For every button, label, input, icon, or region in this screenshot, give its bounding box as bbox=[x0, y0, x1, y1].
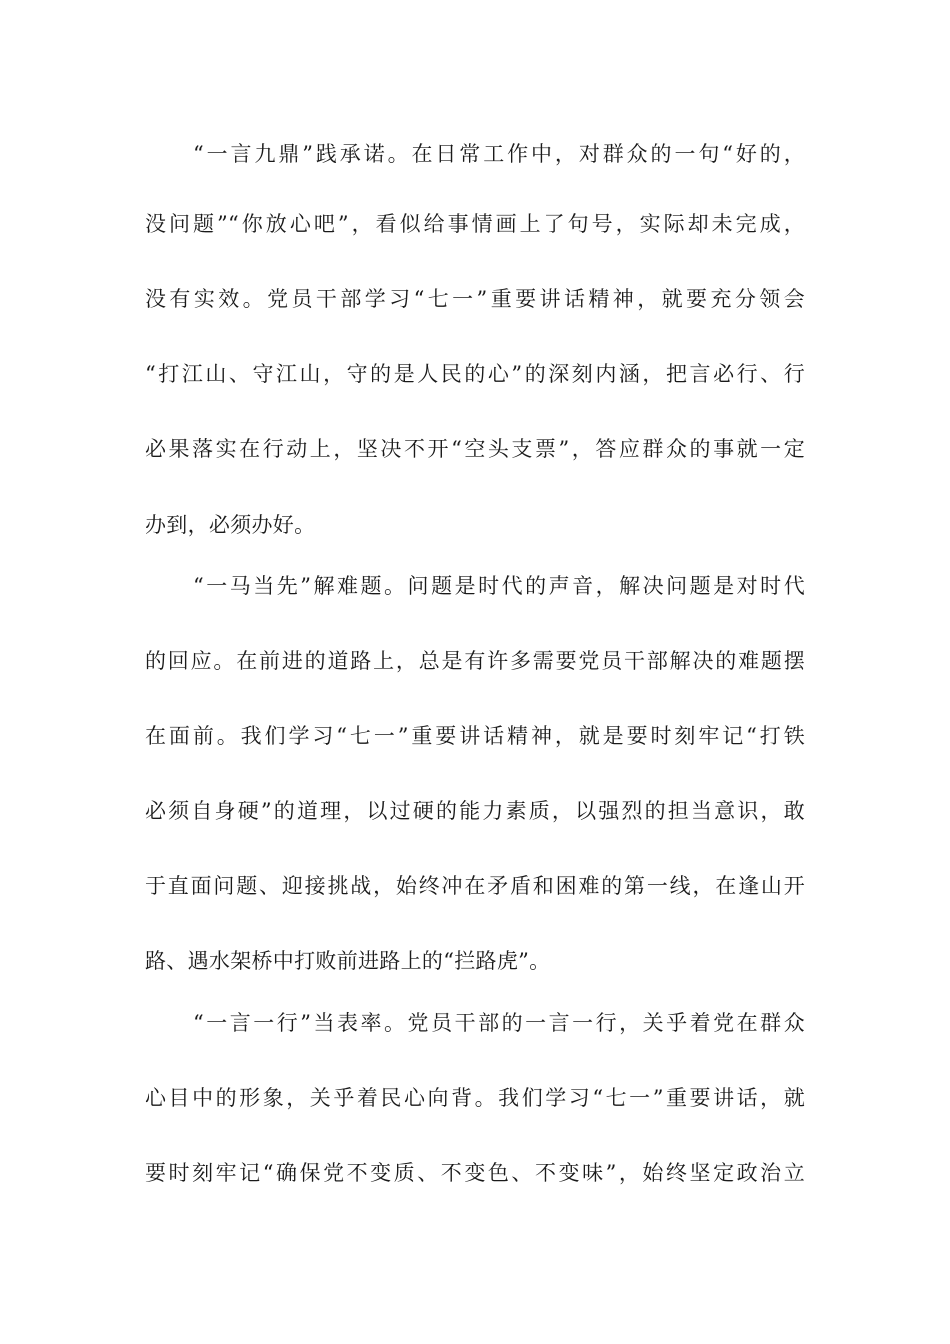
paragraph-line: 要时刻牢记“确保党不变质、不变色、不变味”，始终坚定政治立 bbox=[145, 1161, 805, 1185]
paragraph-line: “一言一行”当表率。党员干部的一言一行，关乎着党在群众 bbox=[193, 1011, 805, 1035]
paragraph-line: 于直面问题、迎接挑战，始终冲在矛盾和困难的第一线，在逢山开 bbox=[145, 874, 805, 898]
paragraph-line: “打江山、守江山，守的是人民的心”的深刻内涵，把言必行、行 bbox=[145, 362, 805, 386]
paragraph-line: 在面前。我们学习“七一”重要讲话精神，就是要时刻牢记“打铁 bbox=[145, 724, 805, 748]
paragraph-line: 的回应。在前进的道路上，总是有许多需要党员干部解决的难题摆 bbox=[145, 649, 805, 673]
paragraph-line: 路、遇水架桥中打败前进路上的“拦路虎”。 bbox=[145, 949, 551, 973]
paragraph-line: “一言九鼎”践承诺。在日常工作中，对群众的一句“好的， bbox=[193, 142, 805, 166]
paragraph-line: 没有实效。党员干部学习“七一”重要讲话精神，就要充分领会 bbox=[145, 287, 805, 311]
paragraph-line: 必果落实在行动上，坚决不开“空头支票”，答应群众的事就一定 bbox=[145, 437, 805, 461]
paragraph-line: 没问题”“你放心吧”，看似给事情画上了句号，实际却未完成， bbox=[145, 212, 805, 236]
paragraph-line: 心目中的形象，关乎着民心向背。我们学习“七一”重要讲话，就 bbox=[145, 1086, 805, 1110]
paragraph-line: 必须自身硬”的道理，以过硬的能力素质，以强烈的担当意识，敢 bbox=[145, 799, 805, 823]
paragraph-line: 办到，必须办好。 bbox=[145, 513, 316, 537]
paragraph-line: “一马当先”解难题。问题是时代的声音，解决问题是对时代 bbox=[193, 574, 805, 598]
